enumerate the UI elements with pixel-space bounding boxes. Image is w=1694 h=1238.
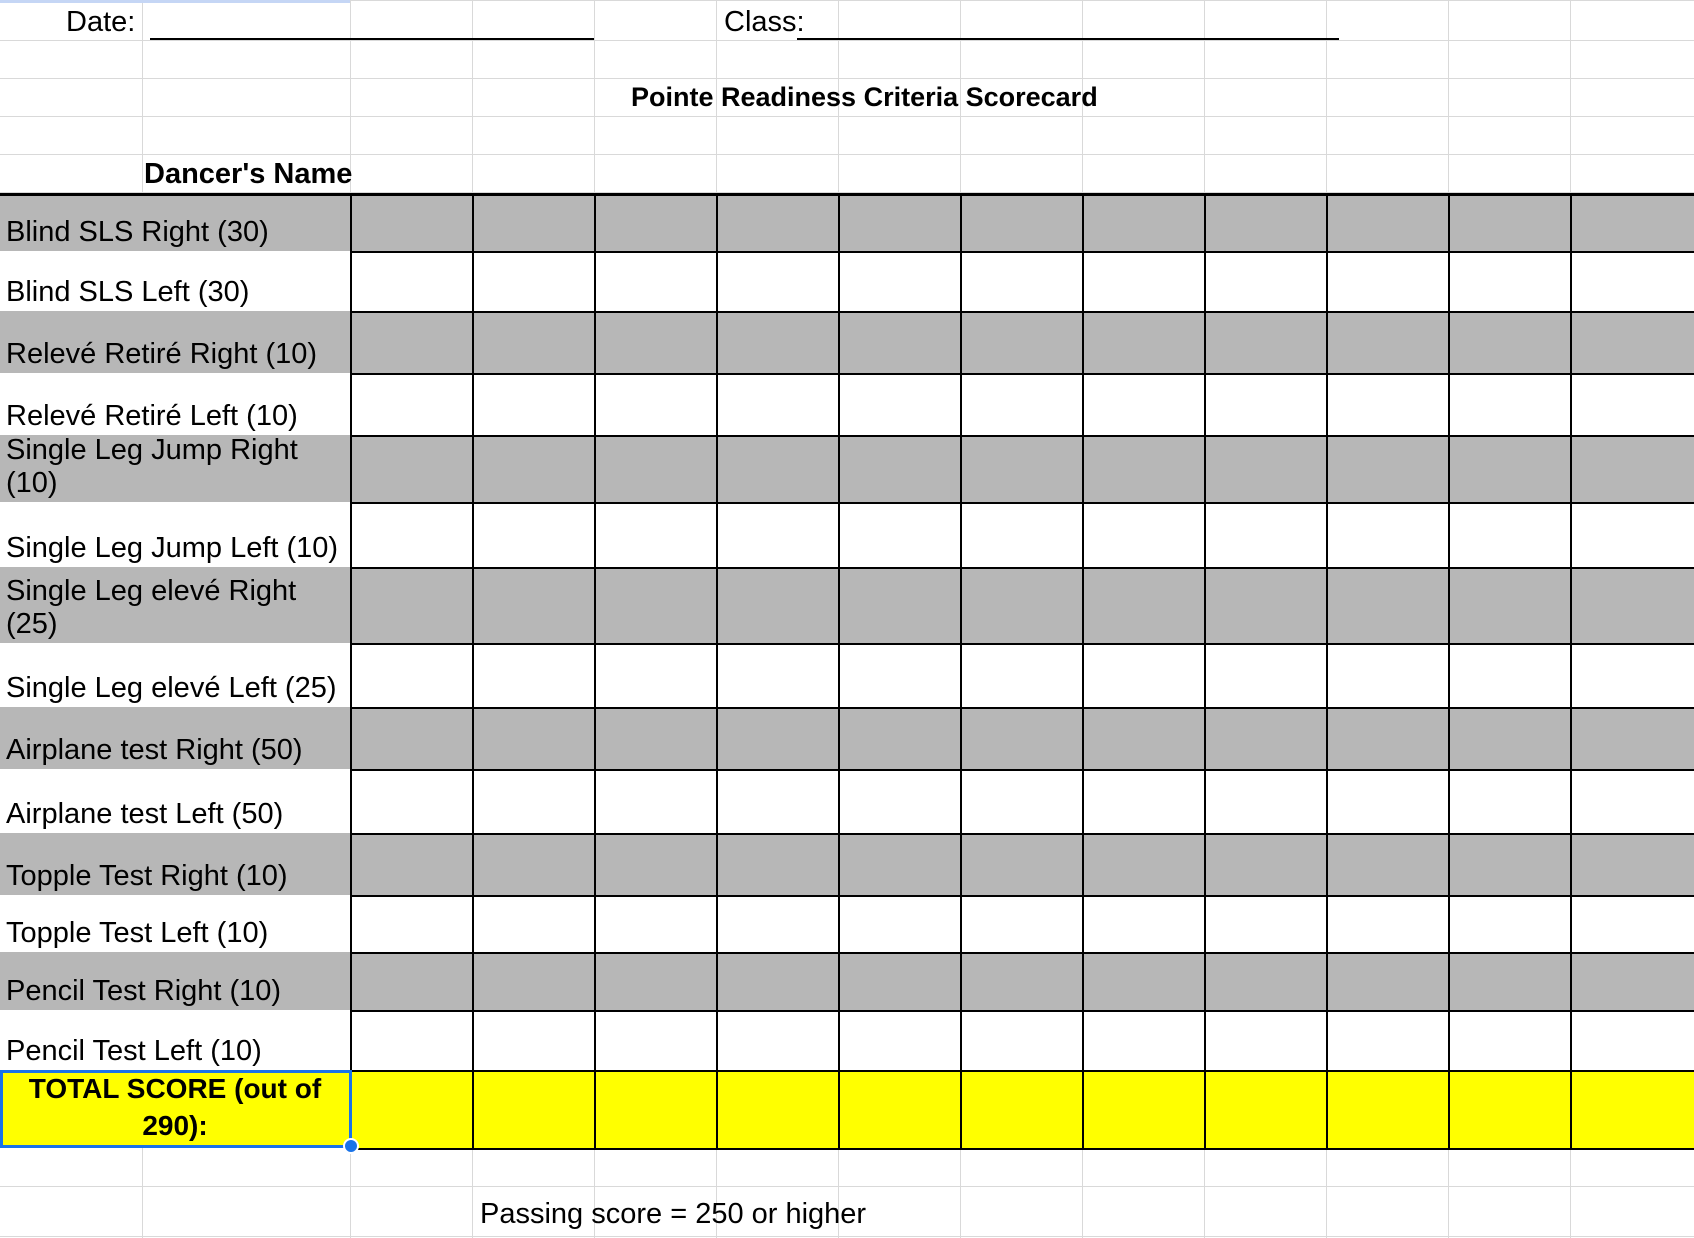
score-cell[interactable] bbox=[1448, 373, 1570, 435]
total-score-cell[interactable] bbox=[838, 1070, 960, 1148]
score-cell[interactable] bbox=[1204, 895, 1326, 952]
score-cell[interactable] bbox=[1204, 1010, 1326, 1070]
gridline bbox=[0, 78, 1694, 79]
score-cell[interactable] bbox=[716, 707, 838, 769]
criterion-label: Single Leg Jump Left (10) bbox=[6, 532, 339, 564]
gridline bbox=[1570, 0, 1571, 192]
score-cell[interactable] bbox=[716, 833, 838, 895]
score-cell[interactable] bbox=[1448, 1010, 1570, 1070]
score-cell[interactable] bbox=[838, 707, 960, 769]
score-cell[interactable] bbox=[594, 895, 716, 952]
table-border bbox=[350, 643, 1694, 645]
score-cell[interactable] bbox=[350, 567, 472, 643]
score-cell[interactable] bbox=[960, 193, 1082, 251]
score-cell[interactable] bbox=[716, 567, 838, 643]
score-cell[interactable] bbox=[1570, 952, 1694, 1010]
score-cell[interactable] bbox=[1570, 193, 1694, 251]
score-cell[interactable] bbox=[350, 502, 472, 567]
table-border bbox=[716, 193, 718, 1148]
score-cell[interactable] bbox=[838, 502, 960, 567]
score-cell[interactable] bbox=[1204, 769, 1326, 833]
table-border bbox=[1204, 193, 1206, 1148]
score-cell[interactable] bbox=[350, 707, 472, 769]
score-cell[interactable] bbox=[1204, 952, 1326, 1010]
score-cell[interactable] bbox=[1448, 643, 1570, 707]
gridline bbox=[472, 0, 473, 192]
total-score-cell[interactable] bbox=[1570, 1070, 1694, 1148]
table-border bbox=[1448, 193, 1450, 1148]
score-cell[interactable] bbox=[472, 502, 594, 567]
score-cell[interactable] bbox=[838, 952, 960, 1010]
score-cell[interactable] bbox=[350, 895, 472, 952]
score-cell[interactable] bbox=[1204, 567, 1326, 643]
score-cell[interactable] bbox=[350, 769, 472, 833]
score-cell[interactable] bbox=[1570, 373, 1694, 435]
score-cell[interactable] bbox=[1570, 643, 1694, 707]
score-cell[interactable] bbox=[1326, 435, 1448, 502]
score-cell[interactable] bbox=[1326, 769, 1448, 833]
score-cell[interactable] bbox=[472, 769, 594, 833]
score-cell[interactable] bbox=[960, 769, 1082, 833]
table-border bbox=[350, 567, 1694, 569]
score-cell[interactable] bbox=[838, 643, 960, 707]
table-border bbox=[350, 1070, 1694, 1072]
score-cell[interactable] bbox=[1082, 311, 1204, 373]
score-cell[interactable] bbox=[594, 435, 716, 502]
score-cell[interactable] bbox=[350, 311, 472, 373]
table-border bbox=[350, 952, 1694, 954]
score-cell[interactable] bbox=[1204, 311, 1326, 373]
score-cell[interactable] bbox=[1204, 435, 1326, 502]
gridline bbox=[1570, 1148, 1571, 1238]
score-cell[interactable] bbox=[1570, 502, 1694, 567]
score-cell[interactable] bbox=[1326, 251, 1448, 311]
score-cell[interactable] bbox=[1082, 193, 1204, 251]
score-cell[interactable] bbox=[1448, 769, 1570, 833]
score-cell[interactable] bbox=[1082, 643, 1204, 707]
score-cell[interactable] bbox=[716, 643, 838, 707]
score-cell[interactable] bbox=[1204, 251, 1326, 311]
criterion-label: Airplane test Right (50) bbox=[6, 734, 303, 766]
date-label: Date: bbox=[66, 6, 136, 38]
score-cell[interactable] bbox=[472, 373, 594, 435]
gridline bbox=[1204, 0, 1205, 192]
score-cell[interactable] bbox=[960, 435, 1082, 502]
score-cell[interactable] bbox=[594, 952, 716, 1010]
score-cell[interactable] bbox=[716, 373, 838, 435]
total-score-cell[interactable] bbox=[350, 1070, 472, 1148]
score-cell[interactable] bbox=[1448, 502, 1570, 567]
score-cell[interactable] bbox=[1204, 373, 1326, 435]
score-cell[interactable] bbox=[716, 435, 838, 502]
score-cell[interactable] bbox=[472, 567, 594, 643]
table-border bbox=[350, 435, 1694, 437]
score-cell[interactable] bbox=[350, 833, 472, 895]
table-border bbox=[838, 193, 840, 1148]
score-cell[interactable] bbox=[1448, 311, 1570, 373]
score-cell[interactable] bbox=[350, 1010, 472, 1070]
criterion-label: Single Leg elevé Right (25) bbox=[6, 575, 297, 640]
total-score-cell[interactable] bbox=[472, 1070, 594, 1148]
score-cell[interactable] bbox=[1448, 952, 1570, 1010]
score-cell[interactable] bbox=[960, 952, 1082, 1010]
score-cell[interactable] bbox=[1082, 895, 1204, 952]
score-cell[interactable] bbox=[716, 1010, 838, 1070]
score-cell[interactable] bbox=[1082, 1010, 1204, 1070]
table-border bbox=[1326, 193, 1328, 1148]
score-cell[interactable] bbox=[960, 502, 1082, 567]
score-cell[interactable] bbox=[716, 193, 838, 251]
criterion-label: Relevé Retiré Right (10) bbox=[6, 338, 318, 370]
total-score-cell[interactable] bbox=[716, 1070, 838, 1148]
score-cell[interactable] bbox=[472, 311, 594, 373]
score-cell[interactable] bbox=[1326, 567, 1448, 643]
criterion-label: Blind SLS Left (30) bbox=[6, 276, 250, 308]
score-cell[interactable] bbox=[1448, 895, 1570, 952]
score-cell[interactable] bbox=[1082, 769, 1204, 833]
score-cell[interactable] bbox=[838, 1010, 960, 1070]
score-cell[interactable] bbox=[838, 895, 960, 952]
score-cell[interactable] bbox=[1082, 952, 1204, 1010]
score-cell[interactable] bbox=[1326, 895, 1448, 952]
score-cell[interactable] bbox=[350, 193, 472, 251]
criterion-label: Topple Test Left (10) bbox=[6, 917, 269, 949]
score-cell[interactable] bbox=[838, 193, 960, 251]
gridline bbox=[142, 1148, 143, 1238]
score-cell[interactable] bbox=[960, 251, 1082, 311]
score-cell[interactable] bbox=[1326, 1010, 1448, 1070]
table-border bbox=[0, 193, 1694, 196]
table-border bbox=[350, 707, 1694, 709]
score-cell[interactable] bbox=[1204, 707, 1326, 769]
score-cell[interactable] bbox=[1570, 311, 1694, 373]
score-cell[interactable] bbox=[838, 311, 960, 373]
gridline bbox=[594, 0, 595, 192]
score-cell[interactable] bbox=[960, 567, 1082, 643]
date-fill-line bbox=[150, 38, 594, 40]
score-cell[interactable] bbox=[594, 643, 716, 707]
score-cell[interactable] bbox=[1082, 567, 1204, 643]
score-cell[interactable] bbox=[960, 311, 1082, 373]
score-cell[interactable] bbox=[1082, 833, 1204, 895]
score-cell[interactable] bbox=[1570, 251, 1694, 311]
passing-score-note: Passing score = 250 or higher bbox=[480, 1198, 867, 1230]
total-score-cell[interactable] bbox=[960, 1070, 1082, 1148]
score-cell[interactable] bbox=[1082, 502, 1204, 567]
gridline bbox=[1326, 0, 1327, 192]
score-cell[interactable] bbox=[1448, 567, 1570, 643]
score-cell[interactable] bbox=[594, 193, 716, 251]
gridline bbox=[472, 1148, 473, 1238]
table-border bbox=[350, 251, 1694, 253]
score-cell[interactable] bbox=[594, 833, 716, 895]
criterion-label: Relevé Retiré Left (10) bbox=[6, 400, 298, 432]
score-cell[interactable] bbox=[594, 251, 716, 311]
dancers-name-header: Dancer's Name bbox=[144, 158, 353, 190]
score-cell[interactable] bbox=[716, 952, 838, 1010]
total-score-cell[interactable] bbox=[1082, 1070, 1204, 1148]
score-cell[interactable] bbox=[472, 435, 594, 502]
gridline bbox=[960, 1148, 961, 1238]
gridline bbox=[142, 0, 143, 192]
score-cell[interactable] bbox=[1326, 643, 1448, 707]
table-border bbox=[350, 895, 1694, 897]
table-border bbox=[472, 193, 474, 1148]
score-cell[interactable] bbox=[960, 643, 1082, 707]
score-cell[interactable] bbox=[1570, 769, 1694, 833]
score-cell[interactable] bbox=[1326, 311, 1448, 373]
score-cell[interactable] bbox=[1570, 435, 1694, 502]
score-cell[interactable] bbox=[960, 833, 1082, 895]
score-cell[interactable] bbox=[594, 769, 716, 833]
score-cell[interactable] bbox=[1448, 833, 1570, 895]
score-cell[interactable] bbox=[716, 311, 838, 373]
table-border bbox=[350, 1010, 1694, 1012]
total-score-label-line2: 290): bbox=[142, 1110, 208, 1141]
class-fill-line bbox=[797, 38, 1339, 40]
scorecard-title: Pointe Readiness Criteria Scorecard bbox=[631, 82, 1098, 112]
gridline bbox=[0, 40, 1694, 41]
table-border bbox=[350, 502, 1694, 504]
score-cell[interactable] bbox=[350, 952, 472, 1010]
score-cell[interactable] bbox=[1082, 373, 1204, 435]
selected-cell[interactable] bbox=[0, 1070, 352, 1148]
score-cell[interactable] bbox=[1570, 833, 1694, 895]
gridline bbox=[1082, 1148, 1083, 1238]
gridline bbox=[0, 116, 1694, 117]
table-border bbox=[594, 193, 596, 1148]
score-cell[interactable] bbox=[838, 373, 960, 435]
score-cell[interactable] bbox=[594, 567, 716, 643]
column-selection-indicator bbox=[0, 0, 350, 3]
score-cell[interactable] bbox=[1082, 251, 1204, 311]
score-cell[interactable] bbox=[1570, 707, 1694, 769]
score-cell[interactable] bbox=[472, 251, 594, 311]
score-cell[interactable] bbox=[1448, 193, 1570, 251]
criterion-label: Airplane test Left (50) bbox=[6, 798, 284, 830]
table-border bbox=[350, 193, 352, 1148]
table-border bbox=[1570, 193, 1572, 1148]
score-cell[interactable] bbox=[350, 643, 472, 707]
score-cell[interactable] bbox=[472, 833, 594, 895]
table-border bbox=[350, 769, 1694, 771]
score-cell[interactable] bbox=[350, 251, 472, 311]
table-border bbox=[350, 1148, 1694, 1150]
score-cell[interactable] bbox=[1570, 1010, 1694, 1070]
score-cell[interactable] bbox=[1326, 833, 1448, 895]
score-cell[interactable] bbox=[960, 895, 1082, 952]
score-cell[interactable] bbox=[1570, 567, 1694, 643]
score-cell[interactable] bbox=[594, 502, 716, 567]
total-score-cell[interactable] bbox=[1204, 1070, 1326, 1148]
score-cell[interactable] bbox=[838, 567, 960, 643]
score-cell[interactable] bbox=[716, 251, 838, 311]
score-cell[interactable] bbox=[472, 643, 594, 707]
criterion-label: Pencil Test Left (10) bbox=[6, 1035, 262, 1067]
fill-handle[interactable] bbox=[343, 1138, 359, 1154]
score-cell[interactable] bbox=[594, 1010, 716, 1070]
score-cell[interactable] bbox=[838, 833, 960, 895]
total-score-label-line1: TOTAL SCORE (out of bbox=[28, 1073, 322, 1104]
table-border bbox=[350, 311, 1694, 313]
total-score-cell[interactable] bbox=[1326, 1070, 1448, 1148]
gridline bbox=[1448, 0, 1449, 192]
criterion-label: Pencil Test Right (10) bbox=[6, 975, 282, 1007]
score-cell[interactable] bbox=[1082, 707, 1204, 769]
class-label: Class: bbox=[724, 6, 805, 38]
score-cell[interactable] bbox=[472, 1010, 594, 1070]
gridline bbox=[0, 154, 1694, 155]
score-cell[interactable] bbox=[838, 251, 960, 311]
score-cell[interactable] bbox=[1326, 193, 1448, 251]
score-cell[interactable] bbox=[960, 707, 1082, 769]
score-cell[interactable] bbox=[960, 373, 1082, 435]
score-cell[interactable] bbox=[838, 435, 960, 502]
table-border bbox=[350, 373, 1694, 375]
total-score-cell[interactable] bbox=[1448, 1070, 1570, 1148]
score-cell[interactable] bbox=[594, 311, 716, 373]
score-cell[interactable] bbox=[1326, 502, 1448, 567]
score-cell[interactable] bbox=[1204, 193, 1326, 251]
score-cell[interactable] bbox=[472, 193, 594, 251]
score-cell[interactable] bbox=[1204, 643, 1326, 707]
score-cell[interactable] bbox=[1326, 373, 1448, 435]
gridline bbox=[350, 1148, 351, 1238]
gridline bbox=[1204, 1148, 1205, 1238]
criterion-label: Topple Test Right (10) bbox=[6, 860, 288, 892]
score-cell[interactable] bbox=[716, 769, 838, 833]
score-cell[interactable] bbox=[838, 769, 960, 833]
score-cell[interactable] bbox=[1570, 895, 1694, 952]
score-cell[interactable] bbox=[1448, 707, 1570, 769]
score-cell[interactable] bbox=[716, 895, 838, 952]
score-cell[interactable] bbox=[960, 1010, 1082, 1070]
score-cell[interactable] bbox=[716, 502, 838, 567]
gridline bbox=[1448, 1148, 1449, 1238]
score-cell[interactable] bbox=[1326, 707, 1448, 769]
gridline bbox=[1326, 1148, 1327, 1238]
criterion-label: Blind SLS Right (30) bbox=[6, 216, 269, 248]
score-cell[interactable] bbox=[472, 707, 594, 769]
table-border bbox=[960, 193, 962, 1148]
table-border bbox=[350, 833, 1694, 835]
score-cell[interactable] bbox=[1204, 502, 1326, 567]
criterion-label: Single Leg elevé Left (25) bbox=[6, 672, 337, 704]
score-cell[interactable] bbox=[1082, 435, 1204, 502]
gridline bbox=[0, 1186, 1694, 1187]
total-score-cell[interactable] bbox=[594, 1070, 716, 1148]
score-cell[interactable] bbox=[350, 435, 472, 502]
score-cell[interactable] bbox=[1204, 833, 1326, 895]
score-cell[interactable] bbox=[594, 373, 716, 435]
score-cell[interactable] bbox=[1448, 251, 1570, 311]
table-border bbox=[1082, 193, 1084, 1148]
gridline bbox=[0, 1236, 1694, 1237]
score-cell[interactable] bbox=[1326, 952, 1448, 1010]
score-cell[interactable] bbox=[472, 952, 594, 1010]
score-cell[interactable] bbox=[350, 373, 472, 435]
score-cell[interactable] bbox=[472, 895, 594, 952]
score-cell[interactable] bbox=[594, 707, 716, 769]
score-cell[interactable] bbox=[1448, 435, 1570, 502]
criterion-label: Single Leg Jump Right (10) bbox=[6, 434, 298, 499]
